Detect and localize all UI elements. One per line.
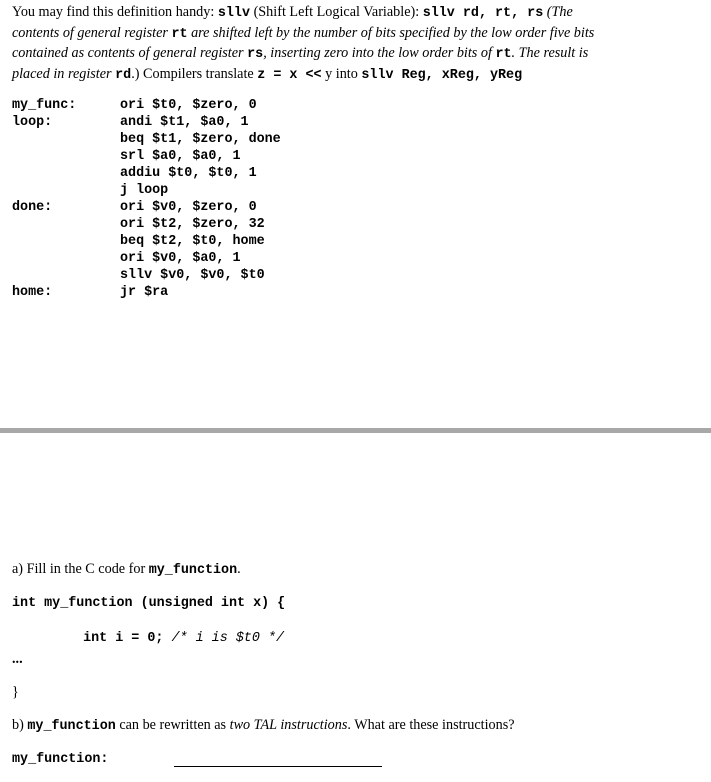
part-a-question [12,560,241,580]
c-signature: int my_function (unsigned int x) { [12,596,286,611]
part-a-func: my_function [148,563,238,578]
asm-instruction: beq $t2, $t0, home [120,234,265,249]
asm-instruction: ori $v0, $a0, 1 [120,251,241,266]
rd-keyword: rd [115,68,132,84]
c-decl-line [67,612,284,648]
part-b-question [12,716,515,736]
intro-line3-b: , inserting zero into the low order bits of [263,45,496,62]
c-comment: /* i is $t0 */ [171,631,284,646]
asm-instruction: ori $v0, $zero, 0 [120,200,257,215]
asm-instruction: sllv $v0, $v0, $t0 [120,268,265,283]
c-ellipsis: ... [12,651,23,667]
c-close-brace: } [12,684,19,700]
intro-line2-b: are shifted left by the number of bits specified by the low order five bits [187,24,595,41]
shift-expression: z = x << [257,68,322,84]
asm-instruction: ori $t0, $zero, 0 [120,98,257,113]
intro-it1: (The [543,4,573,20]
asm-instruction: jr $ra [120,285,169,300]
asm-label: home: [12,285,53,300]
part-a-suffix: . [237,561,241,577]
intro-line2-a: contents of general register [12,24,172,41]
asm-label: loop: [12,115,53,130]
answer-blank-line[interactable] [174,766,382,767]
intro-line-3 [12,44,662,65]
asm-label: my_func: [12,98,77,113]
intro-line4-b: .) Compilers translate [131,66,258,83]
section-divider [0,428,711,433]
intro-line-4 [12,65,662,86]
intro-paren: (Shift Left Logical Variable): [250,4,423,20]
asm-label: done: [12,200,53,215]
intro-line4-a: placed in register [12,66,116,83]
rs-keyword: rs [247,47,264,63]
asm-instruction: srl $a0, $a0, 1 [120,149,241,164]
part-b-label: my_function: [12,752,109,767]
intro-prefix: You may find this definition handy: [12,4,218,20]
asm-instruction: beq $t1, $zero, done [120,132,281,147]
part-b-italic: two TAL instructions [229,717,348,733]
intro-paragraph [12,3,662,86]
intro-y-into: y into [321,66,362,83]
asm-instruction: addiu $t0, $t0, 1 [120,166,257,181]
c-decl: int i = 0; [83,631,164,646]
translation-code: sllv Reg, xReg, yReg [361,68,523,84]
rt-keyword: rt [171,26,188,42]
asm-instruction: andi $t1, $a0, 1 [120,115,249,130]
part-b-middle: can be rewritten as [115,717,230,733]
part-a-prefix: a) Fill in the C code for [12,561,149,577]
rt-keyword-2: rt [495,47,512,63]
asm-instruction: ori $t2, $zero, 32 [120,217,265,232]
intro-line3-c: . The result is [511,45,589,62]
part-b-suffix: . What are these instructions? [347,717,515,733]
sllv-keyword: sllv [217,6,251,21]
intro-line-2 [12,24,662,45]
intro-line3-a: contained as contents of general register [12,45,248,62]
asm-instruction: j loop [120,183,169,198]
sllv-syntax: sllv rd, rt, rs [422,6,544,21]
part-b-prefix: b) [12,717,28,733]
intro-line-1 [12,3,662,24]
part-b-func: my_function [27,719,116,734]
